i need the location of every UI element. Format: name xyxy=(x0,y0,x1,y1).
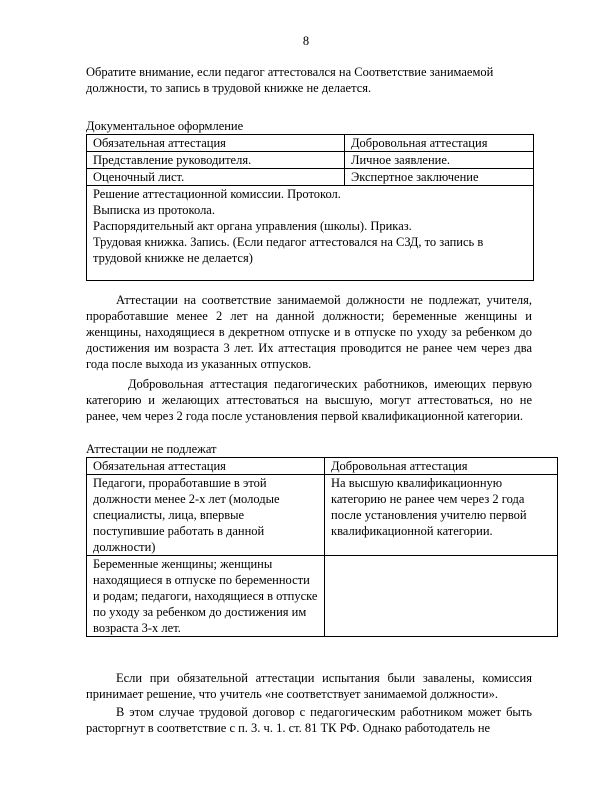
cell-text: Беременные женщины; женщины находящиеся в отпуске по беременности и родам; педагоги, находящиеся в отпуске по уходу за ребенком до достижения им возраста 3-х лет. xyxy=(93,557,318,635)
merged-line: Решение аттестационной комиссии. Протокол. xyxy=(93,187,341,201)
table-cell: Экспертное заключение xyxy=(345,169,534,186)
table-cell: Оценочный лист. xyxy=(87,169,345,186)
exempt-section xyxy=(86,441,534,637)
doc-section xyxy=(86,118,534,281)
page-number: 8 xyxy=(302,34,310,48)
table-row xyxy=(87,556,558,637)
para-failed: Если при обязательной аттестации испытания были завалены, комиссия принимает решение, что учитель «не соответствует занимаемой должности». xyxy=(86,671,532,701)
exempt-section-heading: Аттестации не подлежат xyxy=(86,442,217,456)
table-row xyxy=(87,458,558,475)
table-cell xyxy=(325,475,558,556)
table-cell xyxy=(87,556,325,637)
table-row xyxy=(87,135,534,152)
cell-text: Педагоги, проработавшие в этой должности менее 2-х лет (молодые специалисты, лица, впервые поступившие работать в данной должности) xyxy=(93,476,280,554)
exempt-table-header-left: Обязательная аттестация xyxy=(87,458,325,475)
doc-section-heading: Документальное оформление xyxy=(86,119,244,133)
merged-line: Распорядительный акт органа управления (школы). Приказ. xyxy=(93,219,412,233)
exempt-table-header-right: Добровольная аттестация xyxy=(325,458,558,475)
notice-paragraph xyxy=(86,64,534,96)
exempt-table xyxy=(86,457,558,637)
table-cell: Представление руководителя. xyxy=(87,152,345,169)
cell-text: На высшую квалификационную категорию не ранее чем через 2 года после установления учителю первой квалификационной категории. xyxy=(331,476,527,538)
table-cell: Личное заявление. xyxy=(345,152,534,169)
table-row xyxy=(87,186,534,281)
table-cell xyxy=(87,475,325,556)
notice-text: Обратите внимание, если педагог аттестовался на Соответствие занимаемой должности, то запись в трудовой книжке не делается. xyxy=(86,65,494,95)
doc-table-header-left: Обязательная аттестация xyxy=(87,135,345,152)
doc-table-header-right: Добровольная аттестация xyxy=(345,135,534,152)
merged-line: Трудовая книжка. Запись. (Если педагог аттестовался на СЗД, то запись в трудовой книжке не делается) xyxy=(93,235,484,265)
table-cell xyxy=(325,556,558,637)
table-row xyxy=(87,169,534,186)
table-row xyxy=(87,475,558,556)
table-row xyxy=(87,152,534,169)
merged-line: Выписка из протокола. xyxy=(93,203,215,217)
doc-table xyxy=(86,134,534,281)
merged-cell xyxy=(87,186,534,281)
para-voluntary: Добровольная аттестация педагогических работников, имеющих первую категорию и желающих аттестоваться на высшую, могут аттестоваться, но не ранее, чем через 2 года после установления первой квалификационной категории. xyxy=(86,377,532,423)
para-contract: В этом случае трудовой договор с педагогическим работником может быть расторгнут в соответствие с п. 3. ч. 1. ст. 81 ТК РФ. Однако работодатель не xyxy=(86,705,532,735)
para-exempt: Аттестации на соответствие занимаемой должности не подлежат, учителя, проработавшие менее 2 лет на данной должности; беременные женщины и женщины, находящиеся в декретном отпуске и в отпуске по уходу за ребенком до достижения им возраста 3 лет. Их аттестация проводится не ранее чем через два года после выхода из указанных отпусков. xyxy=(86,293,532,371)
